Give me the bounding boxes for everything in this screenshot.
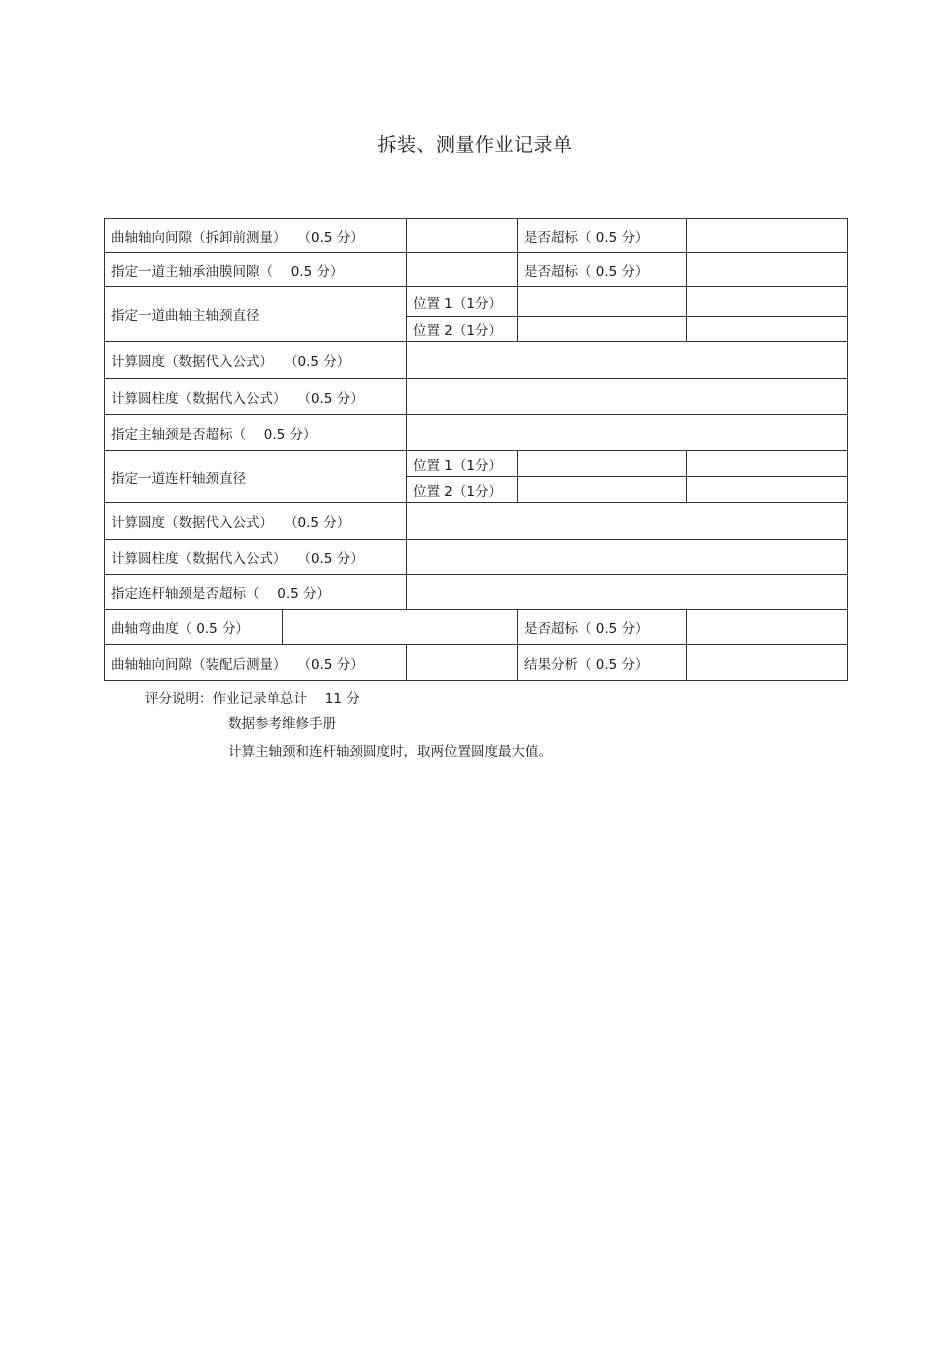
table-row (105, 379, 848, 415)
value-cell[interactable] (407, 540, 848, 575)
row-label: 计算圆柱度（数据代入公式） （0.5 分） (105, 379, 407, 415)
value-cell[interactable] (407, 342, 848, 379)
row-label: 曲轴轴向间隙（拆卸前测量） （0.5 分） (105, 219, 407, 253)
value-cell[interactable] (687, 317, 848, 342)
position-label: 位置 2（1分） (407, 477, 518, 503)
row-label: 计算圆度（数据代入公式） （0.5 分） (105, 503, 407, 540)
table-row (105, 503, 848, 540)
value-cell[interactable] (687, 253, 848, 287)
table-row (105, 219, 848, 253)
row-label: 计算圆度（数据代入公式） （0.5 分） (105, 342, 407, 379)
row-label: 曲轴弯曲度（ 0.5 分） (105, 610, 283, 645)
reference-note: 数据参考维修手册 (228, 716, 336, 732)
value-cell[interactable] (687, 477, 848, 503)
calculation-note: 计算主轴颈和连杆轴颈圆度时，取两位置圆度最大值。 (228, 744, 552, 760)
value-cell[interactable] (407, 219, 518, 253)
table-row (105, 575, 848, 610)
value-cell[interactable] (687, 610, 848, 645)
value-cell[interactable] (407, 379, 848, 415)
value-cell[interactable] (283, 610, 518, 645)
table-row (105, 645, 848, 681)
row-label: 指定连杆轴颈是否超标（ 0.5 分） (105, 575, 407, 610)
row-label: 指定一道主轴承油膜间隙（ 0.5 分） (105, 253, 407, 287)
table-row (105, 415, 848, 451)
table-row (105, 287, 848, 317)
page-title: 拆装、测量作业记录单 (377, 134, 573, 156)
row-label: 指定主轴颈是否超标（ 0.5 分） (105, 415, 407, 451)
row-label: 指定一道曲轴主轴颈直径 (105, 287, 407, 342)
table-row (105, 540, 848, 575)
row-label: 指定一道连杆轴颈直径 (105, 451, 407, 503)
value-cell[interactable] (407, 503, 848, 540)
value-cell[interactable] (687, 287, 848, 317)
position-label: 位置 2（1分） (407, 317, 518, 342)
table-row (105, 342, 848, 379)
value-cell[interactable] (518, 477, 687, 503)
value-cell[interactable] (687, 645, 848, 681)
value-cell[interactable] (407, 645, 518, 681)
value-cell[interactable] (687, 451, 848, 477)
position-label: 位置 1（1分） (407, 287, 518, 317)
check-label: 是否超标（ 0.5 分） (518, 610, 687, 645)
position-label: 位置 1（1分） (407, 451, 518, 477)
value-cell[interactable] (407, 575, 848, 610)
scoring-note: 评分说明：作业记录单总计 11 分 (145, 691, 360, 707)
check-label: 结果分析（ 0.5 分） (518, 645, 687, 681)
value-cell[interactable] (687, 219, 848, 253)
row-label: 曲轴轴向间隙（装配后测量） （0.5 分） (105, 645, 407, 681)
value-cell[interactable] (518, 317, 687, 342)
check-label: 是否超标（ 0.5 分） (518, 253, 687, 287)
value-cell[interactable] (518, 451, 687, 477)
value-cell[interactable] (518, 287, 687, 317)
table-row (105, 451, 848, 477)
value-cell[interactable] (407, 253, 518, 287)
table-row (105, 610, 848, 645)
record-table (104, 218, 848, 681)
table-row (105, 253, 848, 287)
row-label: 计算圆柱度（数据代入公式） （0.5 分） (105, 540, 407, 575)
check-label: 是否超标（ 0.5 分） (518, 219, 687, 253)
value-cell[interactable] (407, 415, 848, 451)
